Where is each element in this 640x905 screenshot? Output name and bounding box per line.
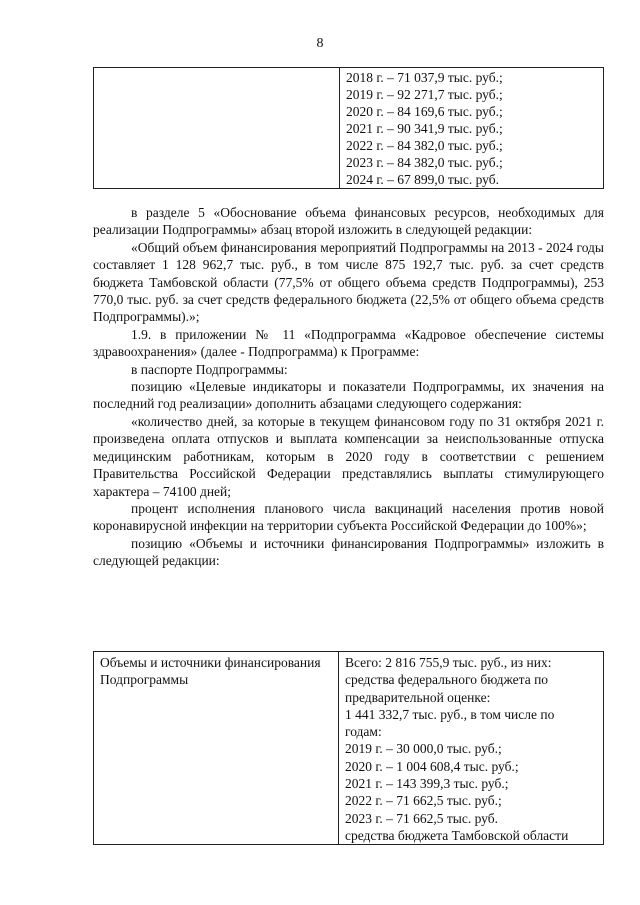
funding-line: 2023 г. – 71 662,5 тыс. руб. <box>345 810 498 826</box>
table-right-cell <box>340 68 603 188</box>
table-value-cell <box>339 652 603 844</box>
paragraph: «Общий объем финансирования мероприятий Подпрограммы на 2013 - 2024 годы составляет 1 128 962,7 тыс. руб., в том числе 875 192,7 тыс. руб. за счет средств бюджета Тамбовской области (77,5% от общего объема средств Подпрограммы), 253 770,0 тыс. руб. за счет средств федерального бюджета (22,5% от общего объема средств Подпрограммы).»; <box>93 239 604 325</box>
funding-line: предварительной оценке: <box>345 689 491 705</box>
funding-line: годам: <box>345 724 382 740</box>
body-text <box>93 204 604 570</box>
funding-table-continued <box>93 67 604 189</box>
year-amount-line: 2023 г. – 84 382,0 тыс. руб.; <box>346 155 503 170</box>
year-amount-line: 2021 г. – 90 341,9 тыс. руб.; <box>346 121 503 136</box>
funding-line: Всего: 2 816 755,9 тыс. руб., из них: <box>345 655 552 670</box>
paragraph: 1.9. в приложении № 11 «Подпрограмма «Кадровое обеспечение системы здравоохранения» (далее - Подпрограмма) к Программе: <box>93 326 604 360</box>
paragraph: позицию «Целевые индикаторы и показатели Подпрограммы, их значения на последний год реализации» дополнить абзацами следующего содержания: <box>93 379 604 412</box>
page-number: 8 <box>316 36 324 51</box>
funding-line: 2022 г. – 71 662,5 тыс. руб.; <box>345 793 502 809</box>
paragraph: позицию «Объемы и источники финансирования Подпрограммы» изложить в следующей редакции: <box>93 535 604 569</box>
funding-line: средства федерального бюджета по <box>345 672 549 688</box>
year-amount-line: 2024 г. – 67 899,0 тыс. руб. <box>346 172 499 187</box>
paragraph: в паспорте Подпрограммы: <box>131 361 288 377</box>
paragraph: «количество дней, за которые в текущем финансовом году по 31 октября 2021 г. произведена оплата отпусков и выплата компенсации за неиспользованные отпуска медицинским работникам, которым в 2020 году в соответствии с решением Правительства Российской Федерации представлялись выплаты стимулирующего характера – 74100 дней; <box>93 413 604 499</box>
funding-line: 2021 г. – 143 399,3 тыс. руб.; <box>345 776 509 792</box>
funding-line: 2020 г. – 1 004 608,4 тыс. руб.; <box>345 758 519 774</box>
year-amount-line: 2020 г. – 84 169,6 тыс. руб.; <box>346 104 503 119</box>
table-left-cell <box>94 68 340 188</box>
paragraph: процент исполнения планового числа вакцинаций населения против новой коронавирусной инфекции на территории субъекта Российской Федерации до 100%»; <box>93 500 604 534</box>
funding-line: средства бюджета Тамбовской области <box>345 827 569 843</box>
year-amount-line: 2022 г. – 84 382,0 тыс. руб.; <box>346 138 503 153</box>
table-label-cell: Объемы и источники финансирования Подпрограммы <box>94 652 339 844</box>
funding-line: 1 441 332,7 тыс. руб., в том числе по <box>345 706 555 722</box>
funding-line: 2019 г. – 30 000,0 тыс. руб.; <box>345 741 502 757</box>
funding-sources-table <box>93 651 604 845</box>
paragraph: в разделе 5 «Обоснование объема финансовых ресурсов, необходимых для реализации Подпрограммы» абзац второй изложить в следующей редакции: <box>93 205 604 238</box>
year-amount-line: 2018 г. – 71 037,9 тыс. руб.; <box>346 70 503 85</box>
year-amount-line: 2019 г. – 92 271,7 тыс. руб.; <box>346 87 503 102</box>
